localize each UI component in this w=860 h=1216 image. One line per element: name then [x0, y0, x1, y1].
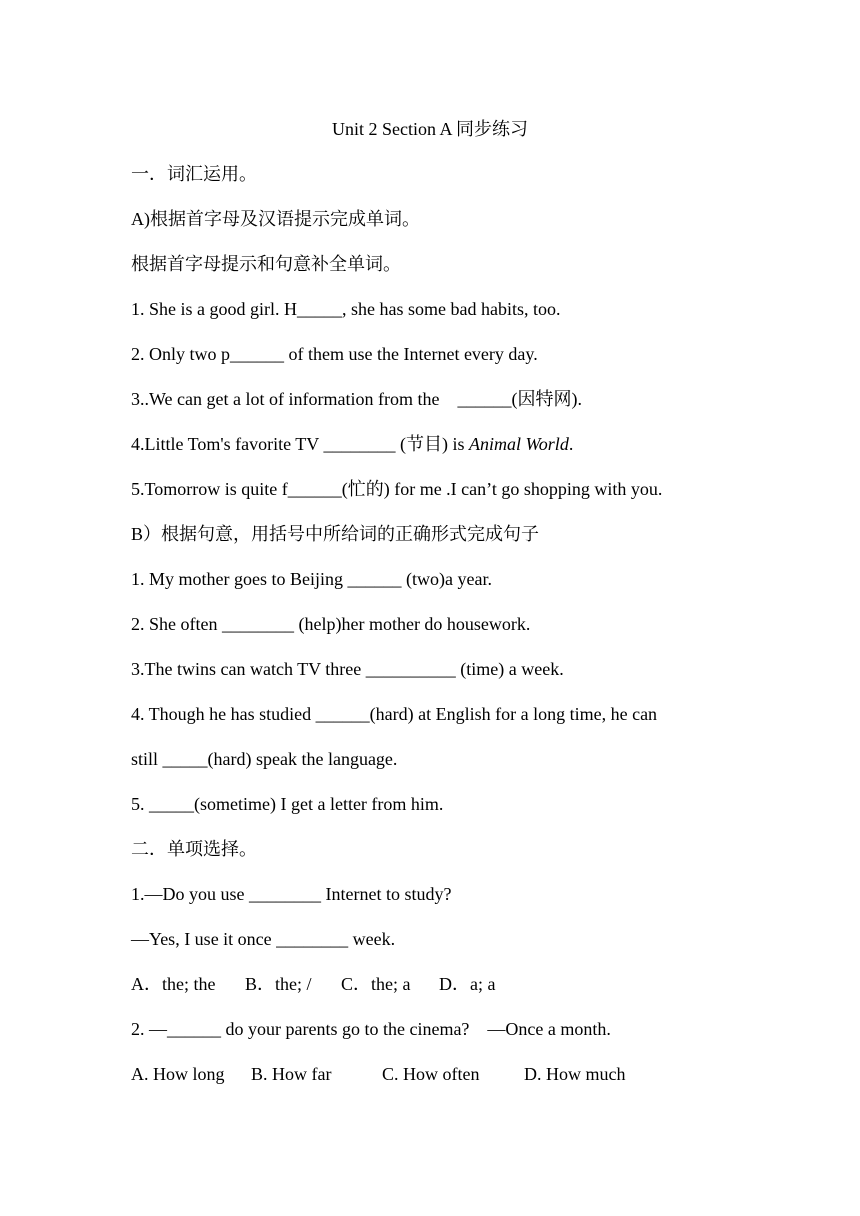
section-a-item-3: 3..We can get a lot of information from the ______(因特网).: [131, 389, 582, 409]
option-d: D. How much: [524, 1064, 626, 1084]
section-b-item-3: 3.The twins can watch TV three __________ (time) a week.: [131, 659, 564, 679]
section-a-instruction: 根据首字母提示和句意补全单词。: [131, 254, 401, 274]
choice-question-1-reply: —Yes, I use it once ________ week.: [131, 929, 396, 949]
section-a-item-4: [131, 432, 573, 456]
section-a-item-1: 1. She is a good girl. H_____, she has some bad habits, too.: [131, 299, 561, 319]
option-b: B. How far: [251, 1064, 332, 1084]
choice-question-2-options: [131, 1062, 626, 1086]
option-a: A. How long: [131, 1064, 225, 1084]
section-b-item-5: 5. _____(sometime) I get a letter from him.: [131, 794, 444, 814]
section-b-item-1: 1. My mother goes to Beijing ______ (two)a year.: [131, 569, 492, 589]
option-b: B．the; /: [245, 974, 312, 994]
item-4-italic-title: Animal World: [468, 434, 569, 454]
section-b-item-4: 4. Though he has studied ______(hard) at English for a long time, he can: [131, 704, 658, 724]
section-b-item-4-continued: still _____(hard) speak the language.: [131, 749, 398, 769]
option-c: C．the; a: [341, 974, 411, 994]
option-d: D．a; a: [439, 974, 496, 994]
page-title: Unit 2 Section A 同步练习: [331, 119, 528, 139]
option-a: A．the; the: [131, 974, 216, 994]
section-b-item-2: 2. She often ________ (help)her mother do housework.: [131, 614, 531, 634]
choice-question-1-options: [131, 972, 495, 996]
part2-heading: 二．单项选择。: [131, 839, 257, 859]
section-a-item-2: 2. Only two p______ of them use the Internet every day.: [131, 344, 538, 364]
part1-heading: 一．词汇运用。: [131, 164, 257, 184]
choice-question-2: 2. —______ do your parents go to the cinema? —Once a month.: [131, 1019, 611, 1039]
option-c: C. How often: [382, 1064, 480, 1084]
choice-question-1: 1.—Do you use ________ Internet to study?: [131, 884, 452, 904]
section-b-heading: B）根据句意，用括号中所给词的正确形式完成句子: [131, 524, 540, 544]
section-a-heading: A)根据首字母及汉语提示完成单词。: [131, 209, 420, 229]
item-4-text-before: 4.Little Tom's favorite TV ________ (节目) is: [131, 434, 469, 454]
item-4-text-after: .: [568, 434, 574, 454]
section-a-item-5: 5.Tomorrow is quite f______(忙的) for me .I can’t go shopping with you.: [131, 479, 663, 499]
